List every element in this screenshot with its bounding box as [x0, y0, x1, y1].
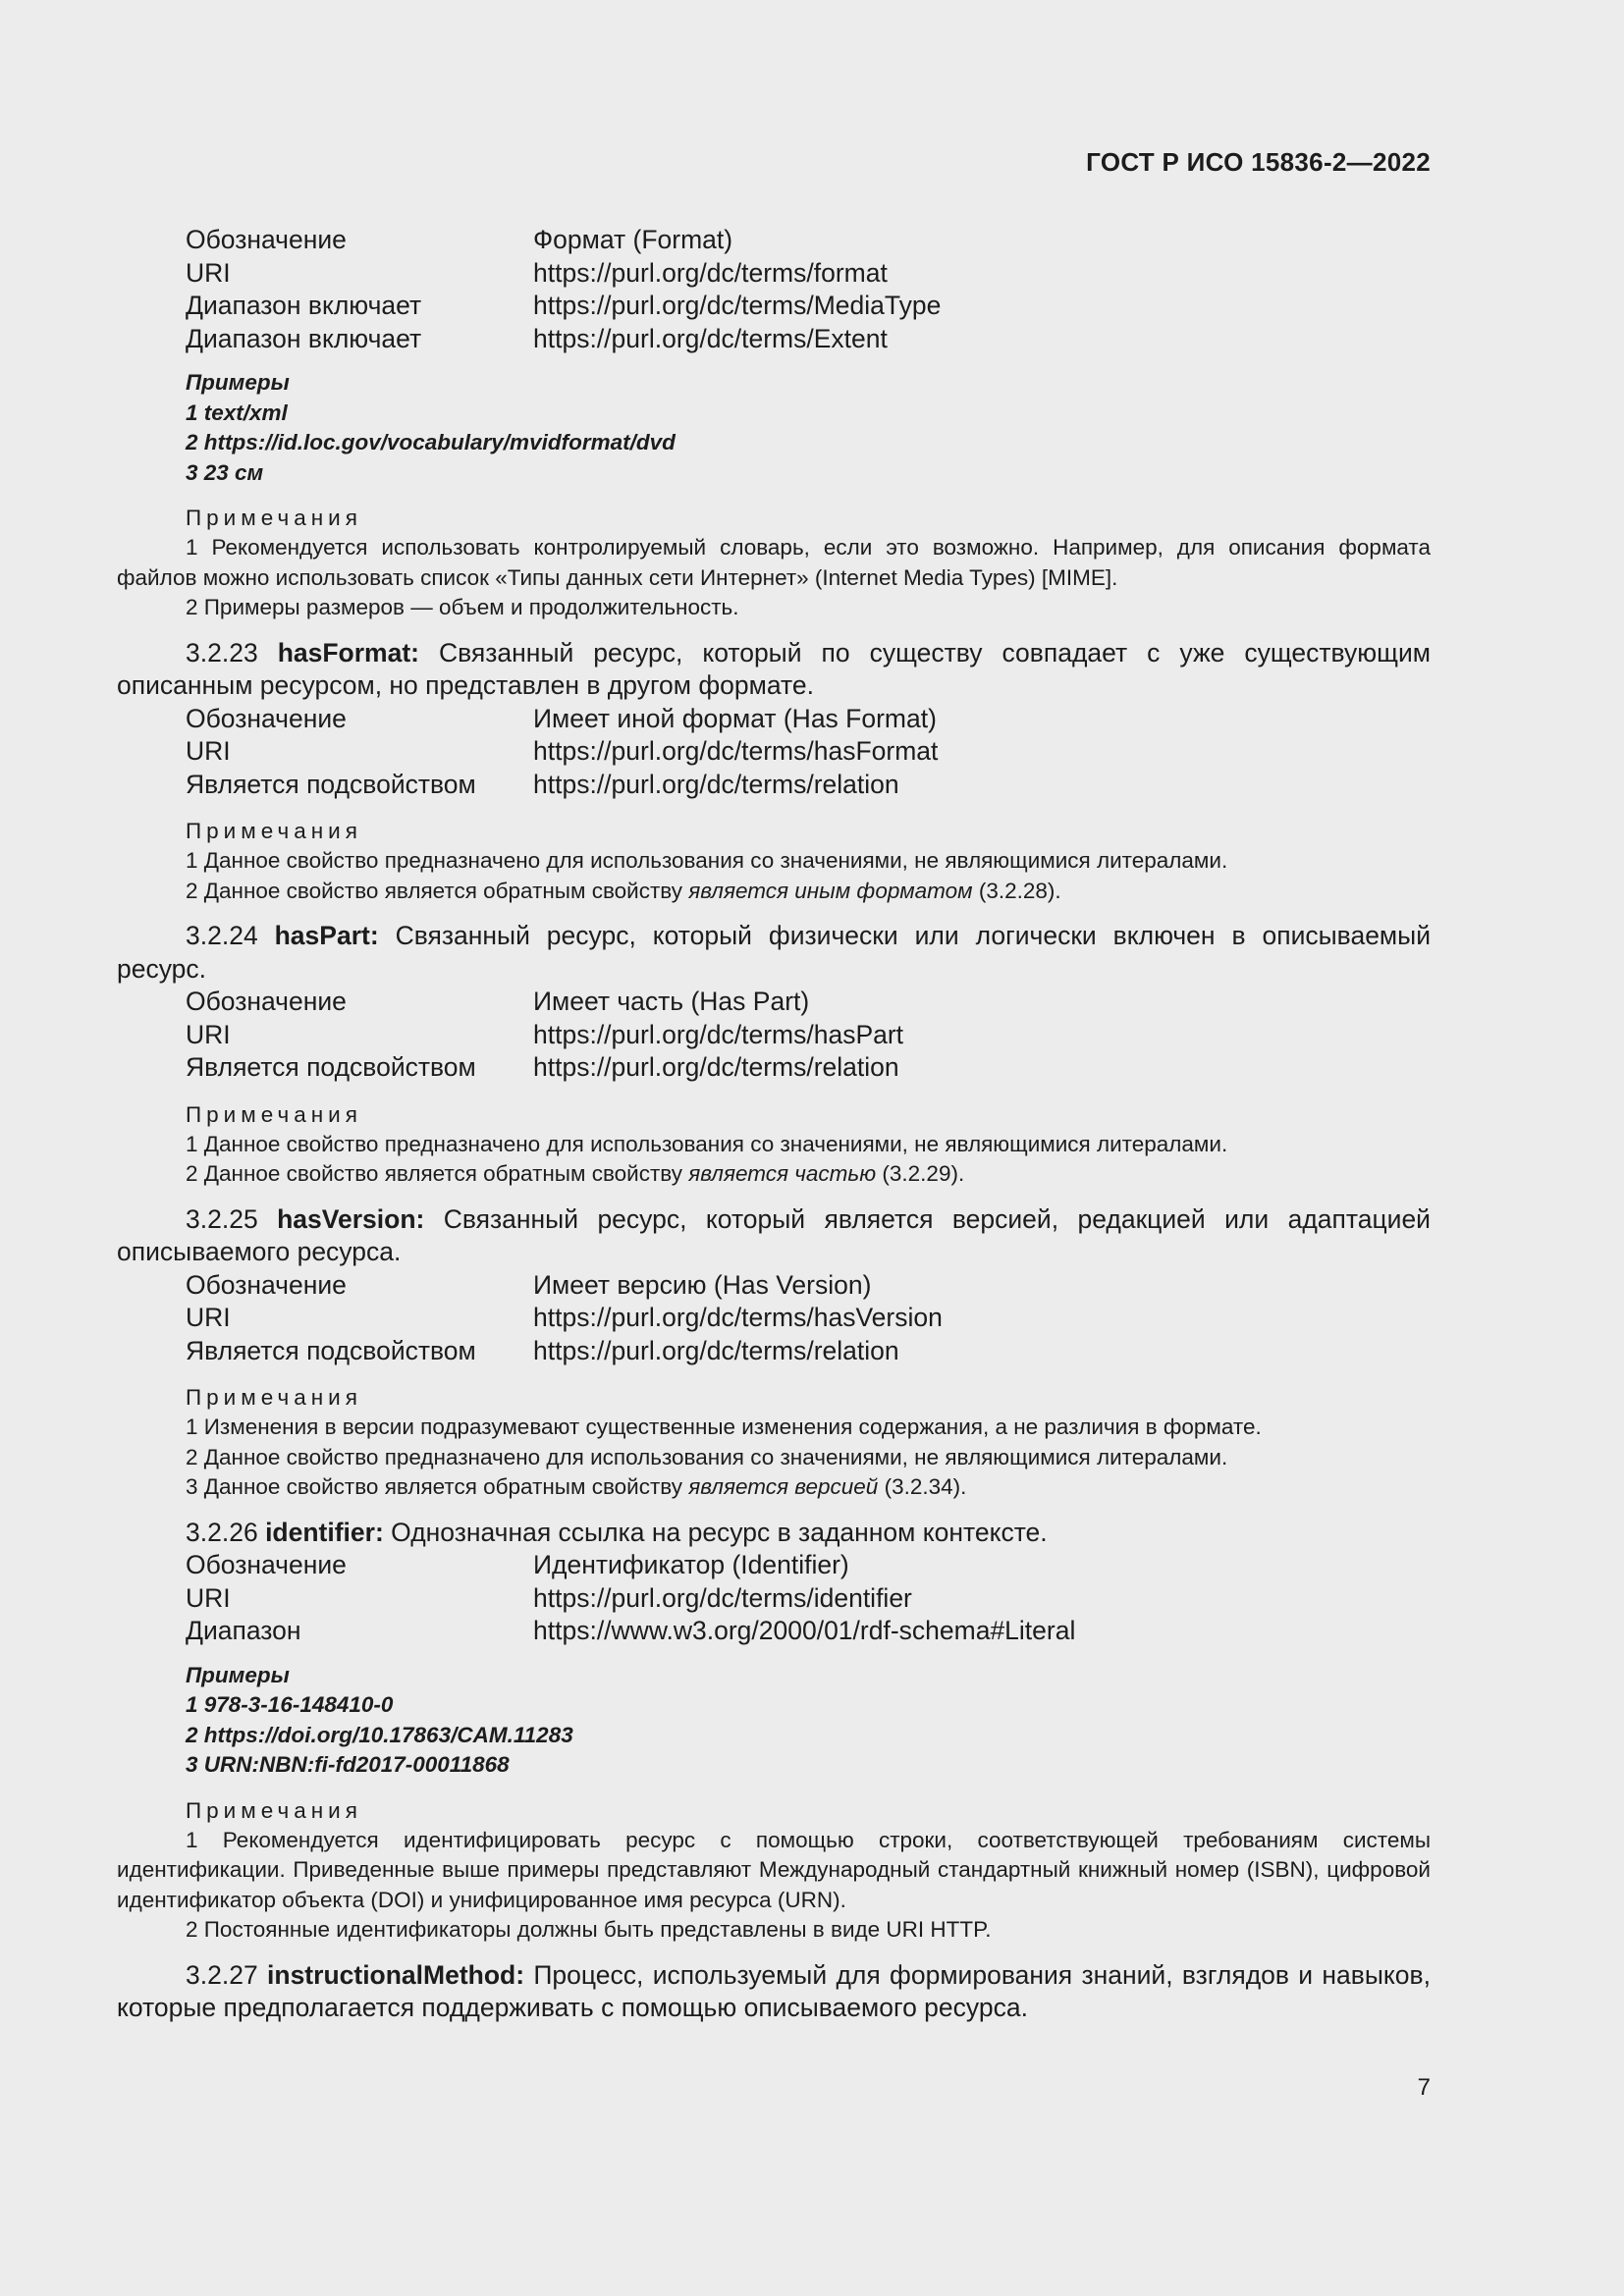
term-name: hasVersion:	[277, 1203, 425, 1234]
examples-heading: Примеры	[186, 370, 290, 395]
examples-block	[186, 368, 1431, 488]
note: 2 Данное свойство предназначено для использования со значениями, не являющимися литералами.	[186, 1444, 1228, 1469]
page-number: 7	[1417, 2074, 1431, 2101]
property-label: Обозначение	[186, 1269, 347, 1300]
note: 1 Изменения в версии подразумевают существенные изменения содержания, а не различия в формате.	[186, 1415, 1262, 1439]
term-text: Связанный ресурс, который является версией, редакцией или адаптацией описываемого ресурса.	[117, 1203, 1431, 1266]
term-number: 3.2.23	[186, 637, 258, 667]
note-text: 2 Данное свойство является обратным свойству	[186, 878, 689, 903]
property-value: https://purl.org/dc/terms/relation	[533, 1052, 899, 1082]
examples-block	[186, 1661, 1431, 1781]
property-row	[117, 1615, 1431, 1648]
property-label: Обозначение	[186, 987, 347, 1016]
term-text: Связанный ресурс, который по существу совпадает с уже существующим описанным ресурсом, но представлен в другом формате.	[117, 637, 1431, 700]
term-name: hasPart:	[274, 921, 379, 950]
property-label: Является подсвойством	[186, 1335, 476, 1365]
property-label: Обозначение	[186, 1550, 347, 1579]
property-row	[117, 290, 1431, 323]
term-definition	[117, 637, 1431, 703]
property-label: Обозначение	[186, 703, 347, 733]
term-definition	[117, 1517, 1431, 1550]
note: 2 Постоянные идентификаторы должны быть представлены в виде URI HTTP.	[186, 1917, 992, 1942]
note-text: 2 Данное свойство является обратным свойству	[186, 1161, 689, 1186]
property-value: https://purl.org/dc/terms/relation	[533, 1335, 899, 1365]
example-item: 3 URN:NBN:fi-fd2017-00011868	[186, 1752, 510, 1777]
property-value: Идентификатор (Identifier)	[533, 1550, 849, 1579]
example-item: 1 text/xml	[186, 400, 288, 425]
property-row	[117, 1335, 1431, 1368]
property-row	[117, 769, 1431, 802]
property-row	[117, 703, 1431, 736]
property-value: Формат (Format)	[533, 225, 733, 254]
term-text: Однозначная ссылка на ресурс в заданном контексте.	[383, 1517, 1048, 1547]
property-row	[117, 224, 1431, 257]
property-label: URI	[186, 1019, 231, 1049]
property-value: https://purl.org/dc/terms/hasPart	[533, 1019, 904, 1049]
property-row	[117, 1269, 1431, 1303]
term-text: Связанный ресурс, который физически или логически включен в описываемый ресурс.	[117, 921, 1431, 984]
term-name: hasFormat:	[277, 637, 420, 667]
note: 1 Данное свойство предназначено для использования со значениями, не являющимися литералами.	[186, 848, 1228, 873]
property-label: Диапазон включает	[186, 323, 422, 353]
notes-heading: Примечания	[186, 1385, 362, 1410]
property-row	[117, 735, 1431, 769]
note-ref: (3.2.29).	[876, 1161, 965, 1186]
note-text: 3 Данное свойство является обратным свойству	[186, 1474, 689, 1499]
property-row	[117, 986, 1431, 1019]
property-value: https://purl.org/dc/terms/relation	[533, 769, 899, 799]
property-label: Диапазон	[186, 1616, 301, 1645]
notes-heading: Примечания	[186, 506, 362, 530]
term-number: 3.2.25	[186, 1203, 258, 1234]
term-text: Процесс, используемый для формирования знаний, взглядов и навыков, которые предполагается поддерживать с помощью описываемого ресурса.	[117, 1959, 1431, 2022]
property-value: Имеет часть (Has Part)	[533, 987, 810, 1016]
property-value: https://purl.org/dc/terms/Extent	[533, 323, 888, 353]
document-header: ГОСТ Р ИСО 15836-2—2022	[1086, 147, 1431, 177]
property-row	[117, 1549, 1431, 1582]
property-value: Имеет иной формат (Has Format)	[533, 703, 937, 733]
property-row	[117, 1019, 1431, 1052]
example-item: 2 https://doi.org/10.17863/CAM.11283	[186, 1722, 573, 1747]
property-value: https://purl.org/dc/terms/format	[533, 257, 888, 288]
page-content	[117, 224, 1431, 2025]
term-number: 3.2.24	[186, 921, 258, 950]
term-definition	[117, 1959, 1431, 2025]
note	[117, 1472, 1431, 1503]
note	[117, 877, 1431, 907]
notes-heading: Примечания	[186, 1797, 362, 1823]
note-term: является версией	[688, 1474, 879, 1499]
note-ref: (3.2.34).	[878, 1474, 967, 1499]
property-value: https://purl.org/dc/terms/MediaType	[533, 291, 942, 320]
note-term: является частью	[688, 1161, 877, 1186]
examples-heading: Примеры	[186, 1662, 290, 1687]
property-label: Является подсвойством	[186, 769, 476, 799]
note-term: является иным форматом	[688, 878, 973, 903]
property-label: URI	[186, 1582, 231, 1613]
term-definition	[117, 920, 1431, 986]
property-row	[117, 1582, 1431, 1616]
notes-heading: Примечания	[186, 819, 362, 843]
term-number: 3.2.26	[186, 1517, 258, 1547]
property-label: URI	[186, 1303, 231, 1332]
property-label: URI	[186, 736, 231, 766]
property-value: Имеет версию (Has Version)	[533, 1269, 872, 1300]
property-value: https://www.w3.org/2000/01/rdf-schema#Literal	[533, 1616, 1076, 1645]
example-item: 1 978-3-16-148410-0	[186, 1692, 394, 1717]
property-row	[117, 1051, 1431, 1085]
note-ref: (3.2.28).	[972, 878, 1061, 903]
property-value: https://purl.org/dc/terms/hasVersion	[533, 1303, 943, 1332]
example-item: 2 https://id.loc.gov/vocabulary/mvidformat/dvd	[186, 430, 676, 454]
example-item: 3 23 см	[186, 459, 264, 485]
property-row	[117, 323, 1431, 356]
property-label: Является подсвойством	[186, 1052, 476, 1082]
property-label: Обозначение	[186, 225, 347, 254]
note: 1 Рекомендуется использовать контролируемый словарь, если это возможно. Например, для описания формата файлов можно использовать список «Типы данных сети Интернет» (Internet Media Types) [MIME].	[117, 535, 1431, 590]
note: 1 Рекомендуется идентифицировать ресурс с помощью строки, соответствующей требованиям системы идентификации. Приведенные выше примеры представляют Международный стандартный книжный номер (ISBN), цифровой идентификатор объекта (DOI) и унифицированное имя ресурса (URN).	[117, 1827, 1431, 1912]
term-name: identifier:	[265, 1517, 384, 1547]
property-row	[117, 257, 1431, 291]
notes-heading: Примечания	[186, 1101, 362, 1127]
property-value: https://purl.org/dc/terms/identifier	[533, 1582, 912, 1613]
note	[117, 1159, 1431, 1190]
term-name: instructionalMethod:	[267, 1959, 525, 1990]
property-row	[117, 1302, 1431, 1335]
note: 2 Примеры размеров — объем и продолжительность.	[186, 595, 739, 619]
term-number: 3.2.27	[186, 1959, 258, 1990]
property-label: URI	[186, 257, 231, 288]
property-label: Диапазон включает	[186, 291, 422, 320]
note: 1 Данное свойство предназначено для использования со значениями, не являющимися литералами.	[186, 1131, 1228, 1156]
property-value: https://purl.org/dc/terms/hasFormat	[533, 736, 939, 766]
term-definition	[117, 1203, 1431, 1269]
